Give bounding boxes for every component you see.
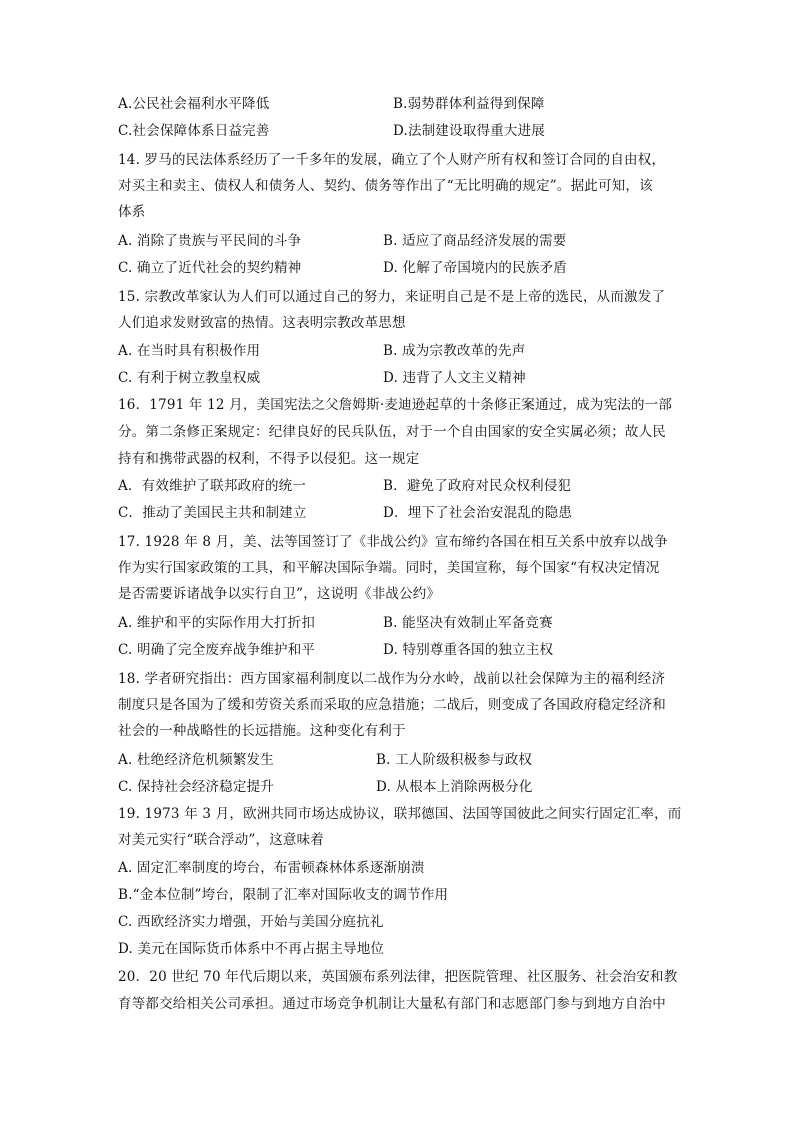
q18-stem-line: 18. 学者研究指出：西方国家福利制度以二战作为分水岭，战前以社会保障为主的福利经济: [118, 671, 666, 687]
q20-stem-line: 育等都交给相关公司承担。通过市场竞争机制让大量私有部门和志愿部门参与到地方自治中: [118, 996, 666, 1012]
q18-option-c: C. 保持社会经济稳定提升: [118, 779, 275, 795]
q16-option-c: C．推动了美国民主共和制建立: [118, 505, 307, 521]
q14-stem-line: 14. 罗马的民法体系经历了一千多年的发展，确立了个人财产所有权和签订合同的自由权，: [118, 152, 666, 168]
q14-stem-line: 体系: [118, 204, 146, 220]
q14-stem-line: 对买主和卖主、债权人和债务人、契约、债务等作出了“无比明确的规定”。据此可知，该: [118, 178, 653, 194]
q18-stem-line: 社会的一种战略性的长远措施。这种变化有利于: [118, 723, 406, 739]
q13-option-a: A.公民社会福利水平降低: [118, 96, 270, 112]
q20-stem-line: 20．20 世纪 70 年代后期以来，英国颁布系列法律，把医院管理、社区服务、社会治安和教: [118, 969, 678, 985]
q19-stem-line: 对美元实行“联合浮动”，这意味着: [118, 832, 325, 848]
q19-option-b: B.“金本位制”垮台，限制了汇率对国际收支的调节作用: [118, 887, 449, 903]
q17-stem-line: 作为实行国家政策的工具，和平解决国际争端。同时，美国宣称，每个国家“有权决定情况: [118, 560, 660, 576]
q18-option-d: D. 从根本上消除两极分化: [376, 779, 533, 795]
q15-stem-line: 人们追求发财致富的热情。这表明宗教改革思想: [118, 315, 406, 331]
q13-option-d: D.法制建设取得重大进展: [393, 123, 546, 139]
q14-option-d: D. 化解了帝国境内的民族矛盾: [383, 260, 567, 276]
q15-option-b: B. 成为宗教改革的先声: [383, 343, 526, 359]
q15-option-d: D. 违背了人文主义精神: [383, 370, 526, 386]
q16-option-b: B．避免了政府对民众权利侵犯: [383, 478, 572, 494]
q19-option-d: D. 美元在国际货币体系中不再占据主导地位: [118, 941, 385, 957]
q17-stem-line: 17. 1928 年 8 月，美、法等国签订了《非战公约》宣布缔约各国在相互关系中放弃以战争: [118, 534, 668, 550]
q16-stem-line: 分。第二条修正案规定：纪律良好的民兵队伍，对于一个自由国家的安全实属必须；故人民: [118, 424, 666, 440]
q16-stem-line: 持有和携带武器的权利，不得予以侵犯。这一规定: [118, 451, 420, 467]
q15-stem-line: 15. 宗教改革家认为人们可以通过自己的努力，来证明自己是不是上帝的选民，从而激发了: [118, 289, 666, 305]
q13-option-b: B.弱势群体利益得到保障: [393, 96, 545, 112]
q19-option-c: C. 西欧经济实力增强，开始与美国分庭抗礼: [118, 914, 384, 930]
q13-option-c: C.社会保障体系日益完善: [118, 123, 270, 139]
q16-option-d: D．埋下了社会治安混乱的隐患: [383, 505, 573, 521]
q15-option-a: A. 在当时具有积极作用: [118, 343, 261, 359]
q18-stem-line: 制度只是各国为了缓和劳资关系而采取的应急措施；二战后，则变成了各国政府稳定经济和: [118, 697, 666, 713]
q14-option-c: C. 确立了近代社会的契约精神: [118, 260, 302, 276]
q17-option-a: A. 维护和平的实际作用大打折扣: [118, 615, 316, 631]
q14-option-a: A. 消除了贵族与平民间的斗争: [118, 233, 302, 249]
q18-option-b: B. 工人阶级积极参与政权: [376, 752, 533, 768]
q17-option-b: B. 能坚决有效制止军备竞赛: [383, 615, 553, 631]
q14-option-b: B. 适应了商品经济发展的需要: [383, 233, 567, 249]
q15-option-c: C. 有利于树立教皇权威: [118, 370, 261, 386]
q17-option-c: C. 明确了完全废弃战争维护和平: [118, 642, 316, 658]
q16-option-a: A．有效维护了联邦政府的统一: [118, 478, 307, 494]
q16-stem-line: 16．1791 年 12 月，美国宪法之父詹姆斯·麦迪逊起草的十条修正案通过，成为宪法的一部: [118, 397, 673, 413]
q19-option-a: A. 固定汇率制度的垮台，布雷顿森林体系逐渐崩溃: [118, 860, 425, 876]
q18-option-a: A. 杜绝经济危机频繁发生: [118, 752, 274, 768]
q17-option-d: D. 特别尊重各国的独立主权: [383, 642, 554, 658]
q17-stem-line: 是否需要诉诸战争以实行自卫”，这说明《非战公约》: [118, 586, 441, 602]
q19-stem-line: 19. 1973 年 3 月，欧洲共同市场达成协议，联邦德国、法国等国彼此之间实行固定汇率，而: [118, 806, 682, 822]
